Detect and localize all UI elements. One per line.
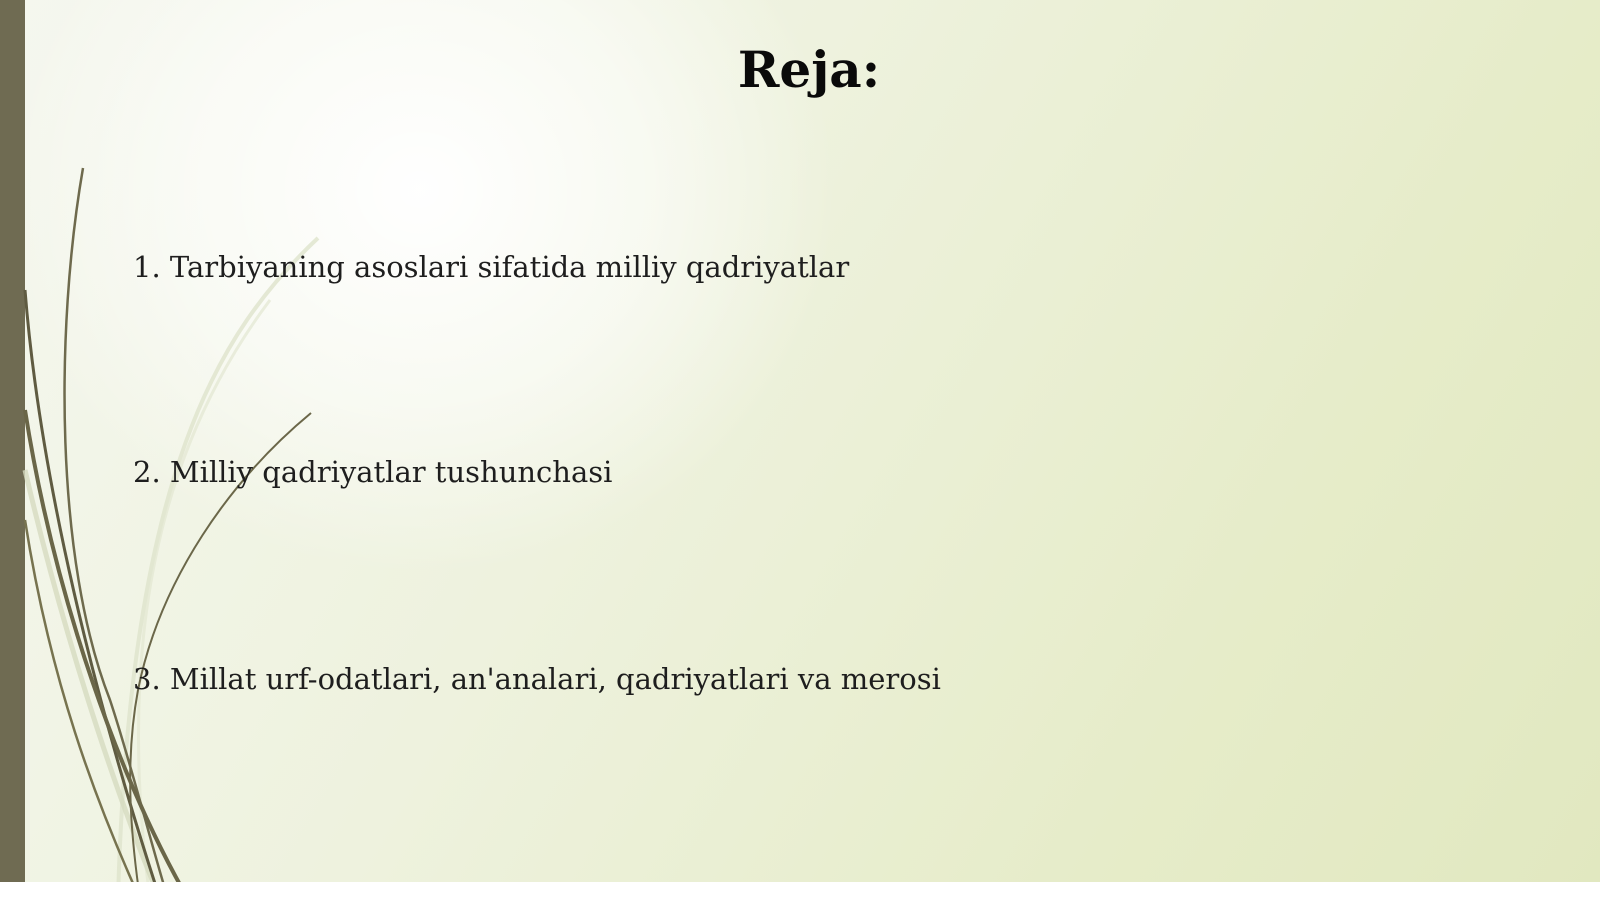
- grass-blades-icon: [0, 0, 340, 899]
- bottom-edge: [0, 882, 1600, 899]
- slide-title: Reja:: [737, 40, 881, 99]
- plan-item-2: 2. Milliy qadriyatlar tushunchasi: [133, 455, 613, 489]
- plan-item-3: 3. Millat urf-odatlari, an'analari, qadriyatlari va merosi: [133, 662, 941, 696]
- plan-item-1: 1. Tarbiyaning asoslari sifatida milliy qadriyatlar: [133, 250, 850, 284]
